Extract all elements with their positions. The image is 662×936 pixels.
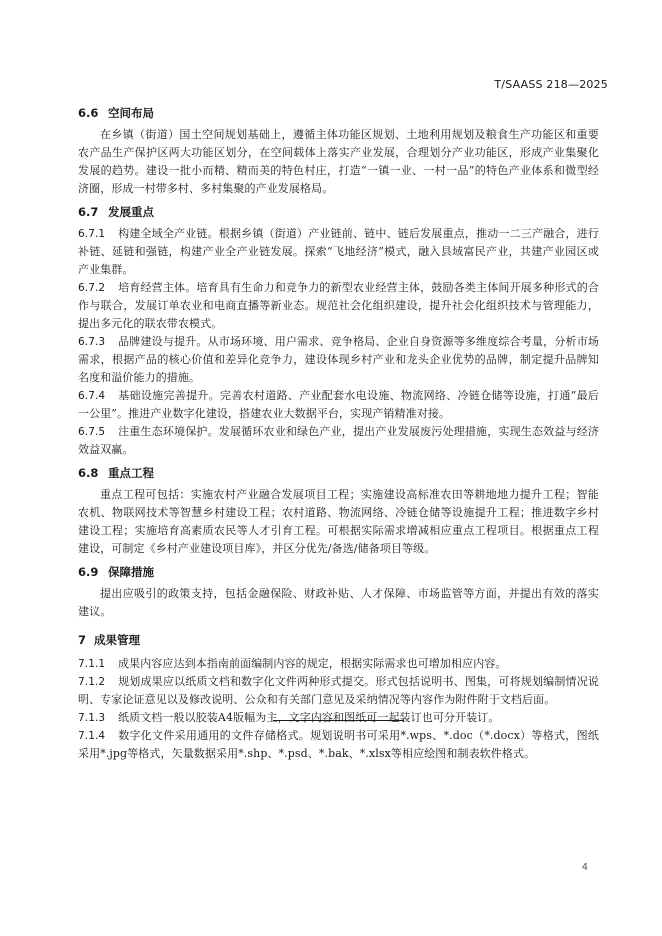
section-paragraph: 在乡镇（街道）国土空间规划基础上，遵循主体功能区规划、土地利用规划及粮食生产功能区和重要农产品生产保护区两大功能区划分，在空间载体上落实产业发展，合理划分产业功能区，形成产业集聚化发展的趋势。建设一批小而精、精而美的特色村庄，打造“一镇一业、一村一品”的特色产业体系和微型经济圈，形成一村带多村、多村集聚的产业发展格局。 <box>78 128 599 195</box>
section-heading-6-7 <box>78 203 599 221</box>
list-item <box>78 673 599 709</box>
section-heading-6-9 <box>78 563 599 581</box>
page-number: 4 <box>581 862 588 873</box>
item-number: 6.7.2 <box>78 282 106 294</box>
section-title: 重点工程 <box>108 466 154 480</box>
item-number: 6.7.3 <box>78 336 106 348</box>
item-text: 纸质文档一般以胶装A4版幅为主，文字内容和图纸可一起装订也可分开装订。 <box>118 711 500 724</box>
list-item <box>78 727 599 763</box>
item-number: 6.7.1 <box>78 228 106 240</box>
item-text: 构建全域全产业链。根据乡镇（街道）产业链前、链中、链后发展重点，推动一二三产融合，进行补链、延链和强链，构建产业全产业链发展。探索“飞地经济”模式，融入县域富民产业，共建产业园区或产业集群。 <box>78 227 599 276</box>
section-title: 发展重点 <box>108 205 154 219</box>
item-text: 培育经营主体。培育具有生命力和竞争力的新型农业经营主体，鼓励各类主体间开展多种形式的合作与联合，发展订单农业和电商直播等新业态。规范社会化组织建设，提升社会化组织技术与管理能力，提出多元化的联农带农模式。 <box>78 281 599 330</box>
item-number: 6.7.4 <box>78 390 106 402</box>
section-number: 6.9 <box>78 565 99 579</box>
item-number: 7.1.2 <box>78 676 106 688</box>
section-heading-6-8 <box>78 464 599 482</box>
item-text: 成果内容应达到本指南前面编制内容的规定，根据实际需求也可增加相应内容。 <box>118 657 507 670</box>
end-divider <box>273 720 404 721</box>
section-paragraph: 重点工程可包括：实施农村产业融合发展项目工程；实施建设高标准农田等耕地地力提升工程；智能农机、物联网技术等智慧乡村建设工程；农村道路、物流网络、冷链仓储等设施提升工程；推进数字乡村建设工程；实施培育高素质农民等人才引育工程。可根据实际需求增减相应重点工程项目。根据重点工程建设，可制定《乡村产业建设项目库》，并区分优先/备选/储备项目等级。 <box>78 488 599 555</box>
list-item <box>78 387 599 423</box>
section-number: 6.8 <box>78 466 99 480</box>
item-number: 7.1.4 <box>78 730 106 742</box>
list-item <box>78 423 599 459</box>
chapter-heading-7 <box>78 631 599 649</box>
section-title: 空间布局 <box>108 106 154 120</box>
item-number: 7.1.3 <box>78 712 106 724</box>
item-text: 规划成果应以纸质文档和数字化文件两种形式提交。形式包括说明书、图集，可将规划编制情况说明、专家论证意见以及修改说明、公众和有关部门意见及采纳情况等内容作为附件附于文档后面。 <box>78 675 599 706</box>
section-title: 成果管理 <box>94 633 140 647</box>
section-number: 7 <box>78 633 87 647</box>
list-item <box>78 279 599 333</box>
page-content <box>78 104 599 763</box>
item-text: 注重生态环境保护。发展循环农业和绿色产业，提出产业发展废污处理措施，实现生态效益与经济效益双赢。 <box>78 425 599 456</box>
section-number: 6.7 <box>78 205 99 219</box>
section-title: 保障措施 <box>108 565 154 579</box>
section-paragraph: 提出应吸引的政策支持，包括金融保险、财政补贴、人才保障、市场监管等方面，并提出有效的落实建议。 <box>78 587 599 618</box>
item-number: 7.1.1 <box>78 658 106 670</box>
item-text: 品牌建设与提升。从市场环境、用户需求、竞争格局、企业自身资源等多维度综合考量，分析市场需求，根据产品的核心价值和差异化竞争力，建设体现乡村产业和龙头企业优势的品牌，制定提升品牌知名度和溢价能力的措施。 <box>78 335 599 384</box>
item-text: 基础设施完善提升。完善农村道路、产业配套水电设施、物流网络、冷链仓储等设施，打通“最后一公里”。推进产业数字化建设，搭建农业大数据平台，实现产销精准对接。 <box>78 389 599 420</box>
item-number: 6.7.5 <box>78 426 106 438</box>
list-item <box>78 709 599 727</box>
section-heading-6-6 <box>78 104 599 122</box>
section-number: 6.6 <box>78 106 99 120</box>
list-item <box>78 333 599 387</box>
list-item <box>78 655 599 673</box>
list-item <box>78 225 599 279</box>
item-text: 数字化文件采用通用的文件存储格式。规划说明书可采用*.wps、*.doc（*.docx）等格式，图纸采用*.jpg等格式，矢量数据采用*.shp、*.psd、*.bak、*.xlsx等相应绘图和制表软件格式。 <box>78 729 599 760</box>
standard-code: T/SAASS 218—2025 <box>494 78 608 91</box>
